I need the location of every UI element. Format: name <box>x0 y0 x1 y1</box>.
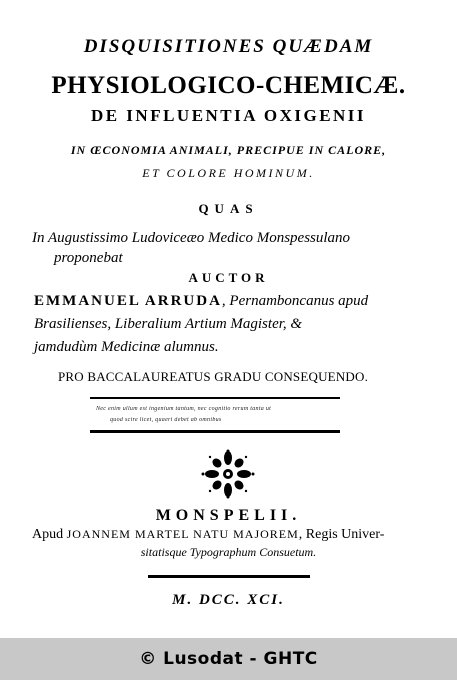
publisher-suffix: , Regis Univer- <box>298 527 385 542</box>
publisher-name: JOANNEM MARTEL NATU MAJOREM <box>66 527 299 541</box>
rule-top <box>90 397 340 399</box>
author-origin: , Pernamboncanus apud <box>221 293 369 309</box>
rule-bottom <box>90 430 340 433</box>
publisher-prefix: Apud <box>32 527 67 542</box>
floral-ornament-icon <box>198 449 258 499</box>
quas-heading: QUAS <box>198 201 259 216</box>
publisher-line-2: sitatisque Typographum Consuetum. <box>140 545 317 559</box>
author-line <box>34 293 368 310</box>
epigraph-line-1: Nec enim ullum est ingenium tantum, nec cognitio rerum tanta ut <box>96 406 272 412</box>
epigraph-line-2: quod scire licet, quaeri debet ab omnibus <box>110 417 222 423</box>
author-name: EMMANUEL ARRUDA <box>34 293 222 309</box>
imprint-place: MONSPELII. <box>155 507 302 524</box>
publisher-line <box>32 527 384 543</box>
title-line-2: PHYSIOLOGICO-CHEMICÆ. <box>51 72 406 99</box>
author-title-line: Brasilienses, Liberalium Artium Magister, & <box>34 316 303 332</box>
subtitle-line-1: IN ŒCONOMIA ANIMALI, PRECIPUE IN CALORE, <box>70 143 387 157</box>
institution-line: In Augustissimo Ludoviceæo Medico Monspessulano <box>32 230 351 246</box>
author-study-line: jamdudùm Medicinæ alumnus. <box>34 339 219 355</box>
proponebat-line: proponebat <box>54 250 123 266</box>
rule-imprint <box>148 575 310 578</box>
copyright-footer: © Lusodat - GHTC <box>0 638 457 680</box>
subtitle-line-2: ET COLORE HOMINUM. <box>142 166 315 180</box>
title-line-1: DISQUISITIONES QUÆDAM <box>83 36 374 57</box>
degree-line: PRO BACCALAUREATUS GRADU CONSEQUENDO. <box>58 369 369 384</box>
title-line-3: DE INFLUENTIA OXIGENII <box>90 106 367 125</box>
auctor-heading: AUCTOR <box>188 270 269 285</box>
imprint-year: M. DCC. XCI. <box>172 592 285 608</box>
